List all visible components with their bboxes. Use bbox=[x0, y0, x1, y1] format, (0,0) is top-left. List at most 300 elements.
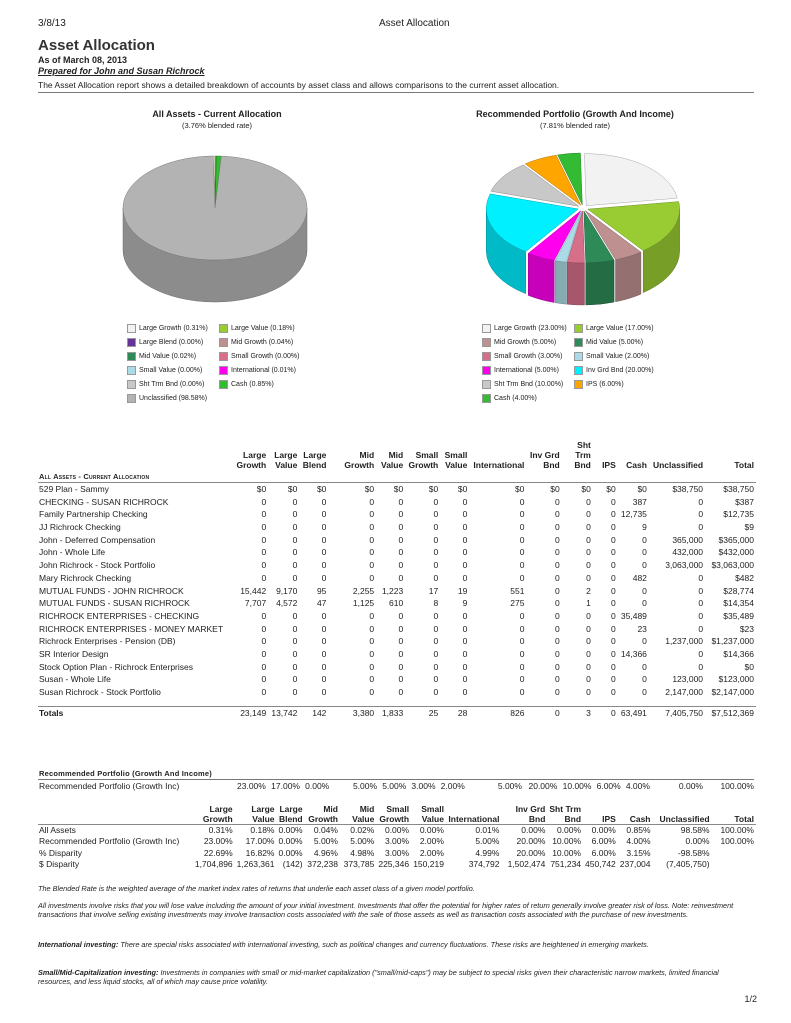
legend-swatch bbox=[127, 380, 136, 389]
table-cell: 0 bbox=[369, 522, 375, 533]
small-mid-label: Small/Mid-Capitalization investing: bbox=[38, 968, 159, 977]
table-cell: 0 bbox=[369, 496, 375, 507]
table-cell: 2.00% bbox=[419, 836, 444, 847]
table-cell: 0 bbox=[554, 496, 560, 507]
table-cell: 150,219 bbox=[413, 859, 444, 870]
table-cell: 751,234 bbox=[550, 859, 582, 870]
pie-slice-side bbox=[586, 260, 614, 305]
legend-label: Cash (0.85%) bbox=[231, 380, 274, 388]
legend-item bbox=[127, 324, 219, 333]
table-cell: 0.00% bbox=[376, 825, 411, 836]
table-cell: 0 bbox=[554, 509, 560, 520]
table-cell: (142) bbox=[282, 859, 303, 870]
table-cell: 0 bbox=[698, 648, 704, 659]
table-cell: 16.82% bbox=[245, 847, 275, 858]
table-cell: 3.15% bbox=[626, 847, 651, 858]
table-cell: 0 bbox=[611, 509, 616, 520]
table-cell: 0 bbox=[433, 661, 439, 672]
table-cell: 23.00% bbox=[203, 836, 233, 847]
legend-label: Mid Growth (5.00%) bbox=[494, 338, 557, 346]
table-cell: 0.31% bbox=[187, 825, 235, 836]
table-cell: 0.00% bbox=[411, 825, 446, 836]
table-cell: 0 bbox=[642, 687, 647, 698]
table-cell: 0 bbox=[321, 572, 327, 583]
table-cell: 0 bbox=[586, 572, 591, 583]
table-row bbox=[38, 847, 756, 858]
table-cell: 1,704,896 bbox=[194, 859, 233, 870]
table-cell: 5.00% bbox=[352, 781, 378, 792]
legend-swatch bbox=[574, 352, 583, 361]
table-cell: 1,502,474 bbox=[507, 859, 546, 870]
print-date: 3/8/13 bbox=[38, 18, 66, 29]
table-cell: 0.00% bbox=[278, 847, 303, 858]
legend-item bbox=[482, 352, 574, 361]
account-name: MUTUAL FUNDS - JOHN RICHROCK bbox=[39, 585, 184, 596]
table-cell: 0 bbox=[698, 585, 704, 596]
table-cell: $365,000 bbox=[718, 534, 754, 545]
table-cell: 0 bbox=[292, 623, 298, 634]
chart-subtitle-current: (3.76% blended rate) bbox=[181, 121, 253, 130]
table-cell: 0 bbox=[554, 598, 560, 609]
table-cell: 0 bbox=[698, 610, 704, 621]
table-cell: 482 bbox=[632, 572, 647, 583]
table-cell: 0 bbox=[519, 547, 525, 558]
column-header: Total bbox=[734, 460, 754, 470]
table-cell: 35,489 bbox=[620, 610, 647, 621]
row-label: Recommended Portfolio (Growth Inc) bbox=[39, 836, 180, 847]
account-name: JJ Richrock Checking bbox=[39, 522, 121, 533]
legend-swatch bbox=[482, 380, 491, 389]
column-header: Cash bbox=[629, 814, 651, 824]
table-cell: 0.00% bbox=[278, 836, 303, 847]
table-cell: 23.00% bbox=[237, 781, 266, 792]
row-label: % Disparity bbox=[39, 847, 82, 858]
table-cell: $0 bbox=[364, 484, 375, 495]
table-cell: 0 bbox=[321, 509, 327, 520]
table-cell: 0 bbox=[292, 572, 298, 583]
table-cell: 0.00% bbox=[305, 781, 330, 792]
table-cell: $0 bbox=[514, 484, 525, 495]
account-name: CHECKING - SUSAN RICHROCK bbox=[39, 496, 169, 507]
table-cell: 0 bbox=[611, 598, 616, 609]
table-cell: 0 bbox=[261, 547, 267, 558]
table-cell: 17.00% bbox=[245, 836, 275, 847]
table-cell: 0 bbox=[554, 522, 560, 533]
table-cell: 0 bbox=[433, 496, 439, 507]
total-cell: 23,149 bbox=[233, 706, 268, 719]
legend-item bbox=[574, 324, 666, 333]
legend-recommended bbox=[482, 321, 666, 405]
table-cell: 0 bbox=[586, 636, 591, 647]
pie-slice-side bbox=[567, 262, 584, 305]
table-cell: $0 bbox=[393, 484, 404, 495]
table-cell: 0 bbox=[292, 648, 298, 659]
table-row bbox=[38, 660, 756, 673]
table-cell: 0 bbox=[321, 687, 327, 698]
table-cell: 0 bbox=[398, 534, 404, 545]
table-cell: 0 bbox=[586, 522, 591, 533]
table-cell: 0 bbox=[519, 509, 525, 520]
table-cell: 100.00% bbox=[720, 781, 754, 792]
table-cell: 3,063,000 bbox=[665, 560, 704, 571]
column-header: Small Growth bbox=[379, 804, 410, 824]
account-name: Susan Richrock - Stock Portfolio bbox=[39, 687, 161, 698]
portfolio-name: Recommended Portfolio (Growth Inc) bbox=[39, 781, 180, 792]
table-cell: 0 bbox=[369, 560, 375, 571]
table-cell: $14,366 bbox=[723, 648, 754, 659]
table-cell: 0 bbox=[698, 623, 704, 634]
legend-swatch bbox=[127, 352, 136, 361]
column-header: Small Value bbox=[444, 450, 468, 470]
table-row bbox=[38, 584, 756, 597]
table-cell: 0 bbox=[261, 560, 267, 571]
table-cell: 0 bbox=[698, 509, 704, 520]
table-cell: $0 bbox=[637, 484, 647, 495]
table-cell: 0 bbox=[433, 636, 439, 647]
table-cell: 0 bbox=[369, 547, 375, 558]
print-header-title: Asset Allocation bbox=[379, 18, 450, 29]
total-cell: 3,380 bbox=[328, 706, 376, 719]
table-cell: 0 bbox=[292, 636, 298, 647]
table-cell: 1,223 bbox=[381, 585, 404, 596]
table-cell: 0 bbox=[369, 509, 375, 520]
legend-item bbox=[219, 380, 311, 389]
table-cell: 0 bbox=[462, 534, 468, 545]
table-cell: 0 bbox=[611, 623, 616, 634]
table-cell: (7,405,750) bbox=[666, 859, 710, 870]
column-header: Mid Growth bbox=[308, 804, 338, 824]
account-name: 529 Plan - Sammy bbox=[39, 484, 109, 495]
column-header: Sht Trm Bnd bbox=[549, 804, 582, 824]
table-cell: 0 bbox=[292, 522, 298, 533]
table-cell: 0 bbox=[433, 687, 439, 698]
table-cell: 0 bbox=[698, 572, 704, 583]
table-cell: $0 bbox=[606, 484, 616, 495]
table-row bbox=[38, 597, 756, 610]
legend-label: Unclassified (98.58%) bbox=[139, 394, 208, 402]
legend-label: Large Value (0.18%) bbox=[231, 324, 295, 332]
legend-swatch bbox=[127, 394, 136, 403]
table-cell: 0 bbox=[433, 648, 439, 659]
table-row bbox=[38, 686, 756, 699]
table-cell: 5.00% bbox=[497, 781, 522, 792]
table-row bbox=[38, 508, 756, 521]
table-cell: $9 bbox=[744, 522, 754, 533]
table-cell: 0 bbox=[292, 687, 298, 698]
pie-chart-recommended bbox=[478, 140, 688, 310]
table-cell: 237,004 bbox=[619, 859, 651, 870]
table-cell: 0 bbox=[433, 674, 439, 685]
table-cell: 0 bbox=[642, 585, 647, 596]
column-header: Small Value bbox=[421, 804, 444, 824]
legend-label: Cash (4.00%) bbox=[494, 394, 537, 402]
table-cell: 0 bbox=[642, 547, 647, 558]
legend-swatch bbox=[127, 324, 136, 333]
totals-label: Totals bbox=[38, 706, 233, 719]
table-row bbox=[38, 533, 756, 546]
legend-item bbox=[127, 352, 219, 361]
table-cell: 0 bbox=[369, 636, 375, 647]
table-cell: 0 bbox=[586, 674, 591, 685]
table-row bbox=[38, 825, 756, 836]
column-header: Unclassified bbox=[659, 814, 710, 824]
table-cell: 23 bbox=[637, 623, 647, 634]
table-cell: 0 bbox=[611, 687, 616, 698]
account-name: John - Deferred Compensation bbox=[39, 534, 156, 545]
table-cell: 0 bbox=[611, 560, 616, 571]
column-header: Inv Grd Bnd bbox=[529, 450, 560, 470]
section-title: All Assets - Current Allocation bbox=[38, 470, 756, 483]
table-cell: 22.69% bbox=[203, 847, 233, 858]
legend-item bbox=[219, 352, 311, 361]
table-cell: 0 bbox=[698, 598, 704, 609]
table-cell: 0 bbox=[611, 572, 616, 583]
table-cell: 0 bbox=[292, 509, 298, 520]
table-cell: $123,000 bbox=[718, 674, 754, 685]
table-cell: 0 bbox=[519, 674, 525, 685]
table-cell: 0 bbox=[321, 547, 327, 558]
table-row bbox=[38, 521, 756, 534]
table-cell: 19 bbox=[457, 585, 468, 596]
table-cell: $14,354 bbox=[723, 598, 754, 609]
table-cell: 2.00% bbox=[440, 781, 465, 792]
international-text: There are special risks associated with international investing, such as political changes and currency fluctuations. These risks are heightened in emerging markets. bbox=[120, 940, 649, 949]
table-cell: 0 bbox=[321, 522, 327, 533]
table-cell: 14,366 bbox=[620, 648, 647, 659]
table-cell: 0 bbox=[398, 623, 404, 634]
column-header: IPS bbox=[602, 814, 616, 824]
table-cell: 0 bbox=[519, 496, 525, 507]
legend-swatch bbox=[574, 338, 583, 347]
table-cell: 0 bbox=[611, 674, 616, 685]
legend-item bbox=[127, 380, 219, 389]
legend-label: Mid Value (5.00%) bbox=[586, 338, 644, 346]
table-cell: 20.00% bbox=[516, 836, 546, 847]
column-header: Large Growth bbox=[236, 450, 267, 470]
table-row bbox=[38, 648, 756, 661]
pie-slice bbox=[584, 154, 677, 206]
table-cell: 610 bbox=[389, 598, 404, 609]
table-cell: $482 bbox=[735, 572, 754, 583]
table-cell: 0 bbox=[642, 674, 647, 685]
column-header: Large Value bbox=[251, 804, 275, 824]
table-cell: 0 bbox=[586, 687, 591, 698]
legend-item bbox=[482, 324, 574, 333]
table-cell: 0 bbox=[554, 623, 560, 634]
table-cell: 100.00% bbox=[712, 825, 756, 836]
table-cell: 0 bbox=[519, 636, 525, 647]
legend-swatch bbox=[219, 324, 228, 333]
chart-title-current: All Assets - Current Allocation bbox=[152, 109, 282, 119]
risk-disclosure: All investments involve risks that you will lose value including the amount of your initial investment. Investments that offer the potential for higher rates of return generally involve greater risk of loss. Note: reinvestment transactions that involve selling existing investments may involve transaction costs associated with the sale of those assets as well as transaction costs associated with the purchase of new investments. bbox=[38, 901, 734, 919]
legend-label: Large Growth (23.00%) bbox=[494, 324, 567, 332]
total-cell: 0 bbox=[526, 706, 561, 719]
column-header: Large Growth bbox=[202, 804, 233, 824]
table-cell: 0 bbox=[586, 623, 591, 634]
table-cell: 0 bbox=[261, 572, 267, 583]
legend-item bbox=[219, 366, 311, 375]
table-row bbox=[38, 635, 756, 648]
table-cell: 0 bbox=[519, 610, 525, 621]
total-cell: 13,742 bbox=[268, 706, 299, 719]
table-cell: 365,000 bbox=[672, 534, 704, 545]
table-cell: 100.00% bbox=[720, 836, 754, 847]
small-mid-cap-disclosure bbox=[38, 968, 754, 986]
legend-label: Small Growth (3.00%) bbox=[494, 352, 563, 360]
table-cell: 0 bbox=[292, 610, 298, 621]
table-cell: 0 bbox=[554, 585, 560, 596]
table-cell: 0 bbox=[369, 648, 375, 659]
table-cell: $0 bbox=[550, 484, 560, 495]
table-cell: 0 bbox=[554, 534, 560, 545]
table-cell: $0 bbox=[287, 484, 298, 495]
column-header: Large Blend bbox=[302, 450, 327, 470]
table-cell: 0 bbox=[642, 598, 647, 609]
table-cell: 0 bbox=[261, 610, 267, 621]
table-cell: 8 bbox=[433, 598, 439, 609]
table-cell: 0 bbox=[554, 648, 560, 659]
table-cell: 0 bbox=[611, 496, 616, 507]
legend-swatch bbox=[574, 366, 583, 375]
legend-swatch bbox=[482, 338, 491, 347]
legend-label: Inv Grd Bnd (20.00%) bbox=[586, 366, 654, 374]
table-cell: 0 bbox=[398, 509, 404, 520]
column-header: International bbox=[473, 460, 525, 470]
legend-item bbox=[574, 338, 666, 347]
column-header: Total bbox=[734, 814, 754, 824]
column-header: Mid Value bbox=[352, 804, 375, 824]
table-cell: 2,147,000 bbox=[665, 687, 704, 698]
table-cell: 0 bbox=[398, 547, 404, 558]
legend-label: Small Growth (0.00%) bbox=[231, 352, 300, 360]
table-cell: 0 bbox=[398, 661, 404, 672]
table-cell: 0 bbox=[519, 687, 525, 698]
table-cell: 4.00% bbox=[626, 836, 651, 847]
table-cell: 4.99% bbox=[475, 847, 500, 858]
legend-item bbox=[219, 324, 311, 333]
legend-current bbox=[127, 321, 311, 405]
as-of-date: As of March 08, 2013 bbox=[38, 55, 128, 65]
table-cell: 1,263,361 bbox=[236, 859, 275, 870]
table-cell: 3.00% bbox=[411, 781, 436, 792]
legend-swatch bbox=[219, 338, 228, 347]
table-cell: 551 bbox=[510, 585, 525, 596]
table-cell: 0 bbox=[369, 610, 375, 621]
table-cell: $23 bbox=[739, 623, 754, 634]
table-cell: 0 bbox=[462, 509, 468, 520]
table-cell: 0 bbox=[433, 610, 439, 621]
legend-label: Small Value (2.00%) bbox=[586, 352, 650, 360]
table-cell: 0.18% bbox=[235, 825, 277, 836]
table-cell: 0 bbox=[698, 496, 704, 507]
table-cell: 12,735 bbox=[620, 509, 647, 520]
table-cell: 0 bbox=[554, 560, 560, 571]
table-cell: -98.58% bbox=[677, 847, 710, 858]
table-cell: 0 bbox=[321, 636, 327, 647]
account-name: John Richrock - Stock Portfolio bbox=[39, 560, 156, 571]
blended-rate-note: The Blended Rate is the weighted average of the market index rates of returns that underlie each asset class of a given model portfolio. bbox=[38, 884, 475, 893]
account-name: John - Whole Life bbox=[39, 547, 106, 558]
pie-slice-side bbox=[555, 261, 566, 304]
legend-label: Sht Trm Bnd (10.00%) bbox=[494, 380, 564, 388]
table-cell: 0 bbox=[433, 509, 439, 520]
column-header: Cash bbox=[626, 460, 647, 470]
table-cell: 7,707 bbox=[244, 598, 267, 609]
column-header: Large Blend bbox=[278, 804, 303, 824]
total-cell: $7,512,369 bbox=[705, 706, 756, 719]
table-cell: $0 bbox=[428, 484, 439, 495]
table-cell: 2,255 bbox=[352, 585, 375, 596]
account-allocation-table bbox=[38, 440, 756, 719]
column-header: Large Value bbox=[274, 450, 298, 470]
table-cell: 275 bbox=[510, 598, 525, 609]
column-header: Mid Value bbox=[381, 450, 404, 470]
legend-label: Large Value (17.00%) bbox=[586, 324, 654, 332]
table-cell: 0 bbox=[462, 547, 468, 558]
table-cell: 450,742 bbox=[585, 859, 616, 870]
table-cell: 0 bbox=[698, 661, 704, 672]
table-cell: 6.00% bbox=[591, 836, 616, 847]
table-cell: 0 bbox=[369, 661, 375, 672]
column-header: International bbox=[448, 814, 500, 824]
total-cell: 25 bbox=[405, 706, 440, 719]
table-cell: 0 bbox=[433, 560, 439, 571]
table-cell: 0.00% bbox=[583, 825, 618, 836]
legend-item bbox=[574, 380, 666, 389]
table-cell bbox=[712, 858, 756, 869]
table-cell: $387 bbox=[735, 496, 754, 507]
pie-slice-side bbox=[616, 252, 641, 302]
table-cell: 0 bbox=[398, 674, 404, 685]
table-cell: 0 bbox=[433, 547, 439, 558]
total-cell: 0 bbox=[593, 706, 618, 719]
column-header: Sht Trm Bnd bbox=[574, 440, 591, 470]
table-row bbox=[38, 673, 756, 686]
table-cell: $3,063,000 bbox=[711, 560, 754, 571]
table-cell: 0 bbox=[586, 560, 591, 571]
table-cell: 10.00% bbox=[552, 836, 582, 847]
table-cell: 0 bbox=[554, 610, 560, 621]
legend-item bbox=[482, 366, 574, 375]
table-cell: 0 bbox=[369, 687, 375, 698]
table-cell: 0 bbox=[292, 534, 298, 545]
table-cell: 0 bbox=[398, 687, 404, 698]
table-cell: 0 bbox=[554, 547, 560, 558]
table-cell: 20.00% bbox=[528, 781, 558, 792]
table-cell: 0.00% bbox=[685, 836, 710, 847]
table-cell: 0 bbox=[261, 623, 267, 634]
table-cell: $0 bbox=[256, 484, 267, 495]
table-cell: 0 bbox=[261, 661, 267, 672]
table-cell: 0 bbox=[292, 560, 298, 571]
table-cell: $28,774 bbox=[723, 585, 754, 596]
pie-chart-current bbox=[110, 140, 320, 310]
table-cell bbox=[712, 847, 756, 858]
table-cell: 0 bbox=[321, 674, 327, 685]
legend-item bbox=[127, 394, 219, 403]
divider bbox=[38, 92, 754, 93]
table-cell: 0 bbox=[462, 496, 468, 507]
table-cell: 1,125 bbox=[352, 598, 375, 609]
legend-label: Small Value (0.00%) bbox=[139, 366, 203, 374]
legend-item bbox=[127, 366, 219, 375]
table-cell: 0 bbox=[261, 687, 267, 698]
table-cell: 0 bbox=[519, 661, 525, 672]
account-name: Richrock Enterprises - Pension (DB) bbox=[39, 636, 176, 647]
table-cell: 0 bbox=[519, 534, 525, 545]
row-label: $ Disparity bbox=[39, 859, 80, 870]
table-row bbox=[38, 483, 756, 496]
